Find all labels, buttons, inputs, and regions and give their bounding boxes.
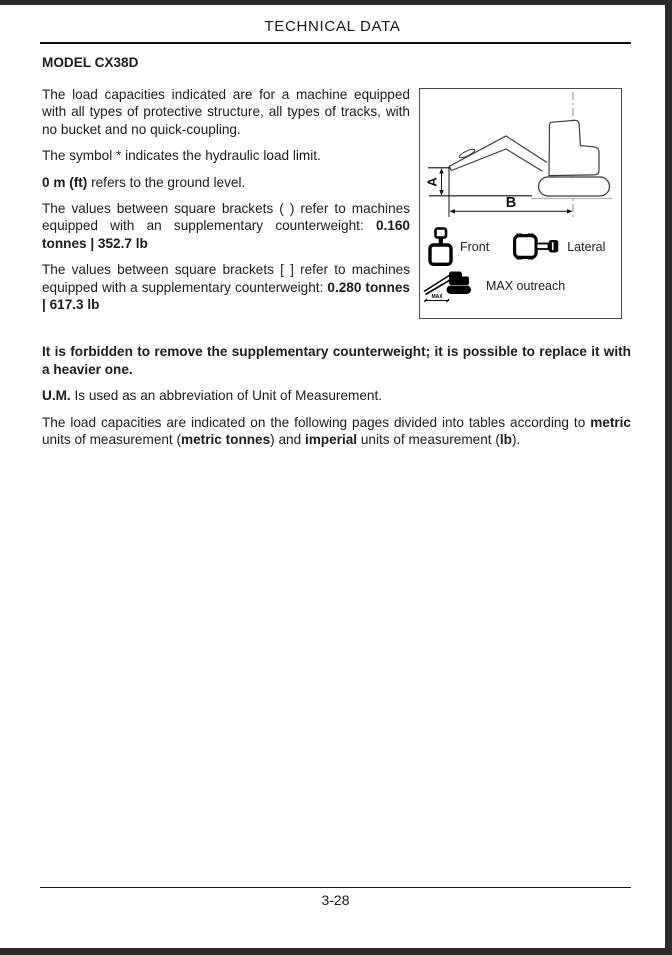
excavator-boom-upper <box>449 136 547 167</box>
manual-page <box>0 5 665 948</box>
diagram-box <box>419 88 622 319</box>
max-outreach-label: MAX outreach <box>486 279 566 293</box>
forbidden-paragraph: It is forbidden to remove the supplementary counterweight; it is possible to replace it with a heavier one. <box>42 344 631 377</box>
page-number: 3-28 <box>321 892 350 908</box>
ground-level-paragraph: 0 m (ft) refers to the ground level. <box>42 174 246 190</box>
lateral-label: Lateral <box>567 239 606 254</box>
front-label: Front <box>460 239 490 254</box>
front-legend-item <box>428 227 489 266</box>
lateral-legend-item <box>513 233 605 260</box>
text-column <box>42 86 410 322</box>
legend-row-front-lateral <box>428 227 621 266</box>
excavator-side-view-diagram <box>420 89 621 223</box>
symbol-paragraph: The symbol * indicates the hydraulic load limit. <box>42 148 321 164</box>
max-outreach-icon <box>423 268 479 304</box>
dim-a-arrow <box>439 168 443 196</box>
excavator-tracks <box>539 177 610 196</box>
square-brackets-paragraph: The values between square brackets [ ] refer to machines equipped with a supplementary counterweight: 0.280 tonnes | 617.3 lb <box>42 262 410 313</box>
page-footer <box>40 887 631 908</box>
header-rule <box>40 42 631 44</box>
excavator-cab <box>549 120 599 175</box>
model-heading: MODEL CX38D <box>42 55 139 70</box>
dim-b-label: B <box>505 195 517 211</box>
dim-a-label: A <box>424 177 440 187</box>
full-width-section <box>42 343 631 448</box>
legend-row-max-outreach <box>423 268 621 304</box>
um-paragraph: U.M. Is used as an abbreviation of Unit of Measurement. <box>42 388 383 404</box>
intro-paragraph: The load capacities indicated are for a machine equipped with all types of protective structure, all types of tracks, with no bucket and no quick-coupling. <box>42 87 410 137</box>
round-brackets-paragraph: The values between square brackets ( ) refer to machines equipped with an supplementary counterweight: 0.160 tonnes | 352.7 lb <box>42 201 410 251</box>
two-column-section <box>42 86 631 322</box>
page-content <box>42 55 631 449</box>
lateral-view-icon <box>513 233 560 260</box>
load-capacities-paragraph: The load capacities are indicated on the following pages divided into tables according to metric units of measurement (metric tonnes) and imperial units of measurement (lb). <box>42 414 631 448</box>
front-view-icon <box>428 227 453 266</box>
max-dim-label: MAX <box>431 294 443 301</box>
page-header-title: TECHNICAL DATA <box>264 18 401 35</box>
